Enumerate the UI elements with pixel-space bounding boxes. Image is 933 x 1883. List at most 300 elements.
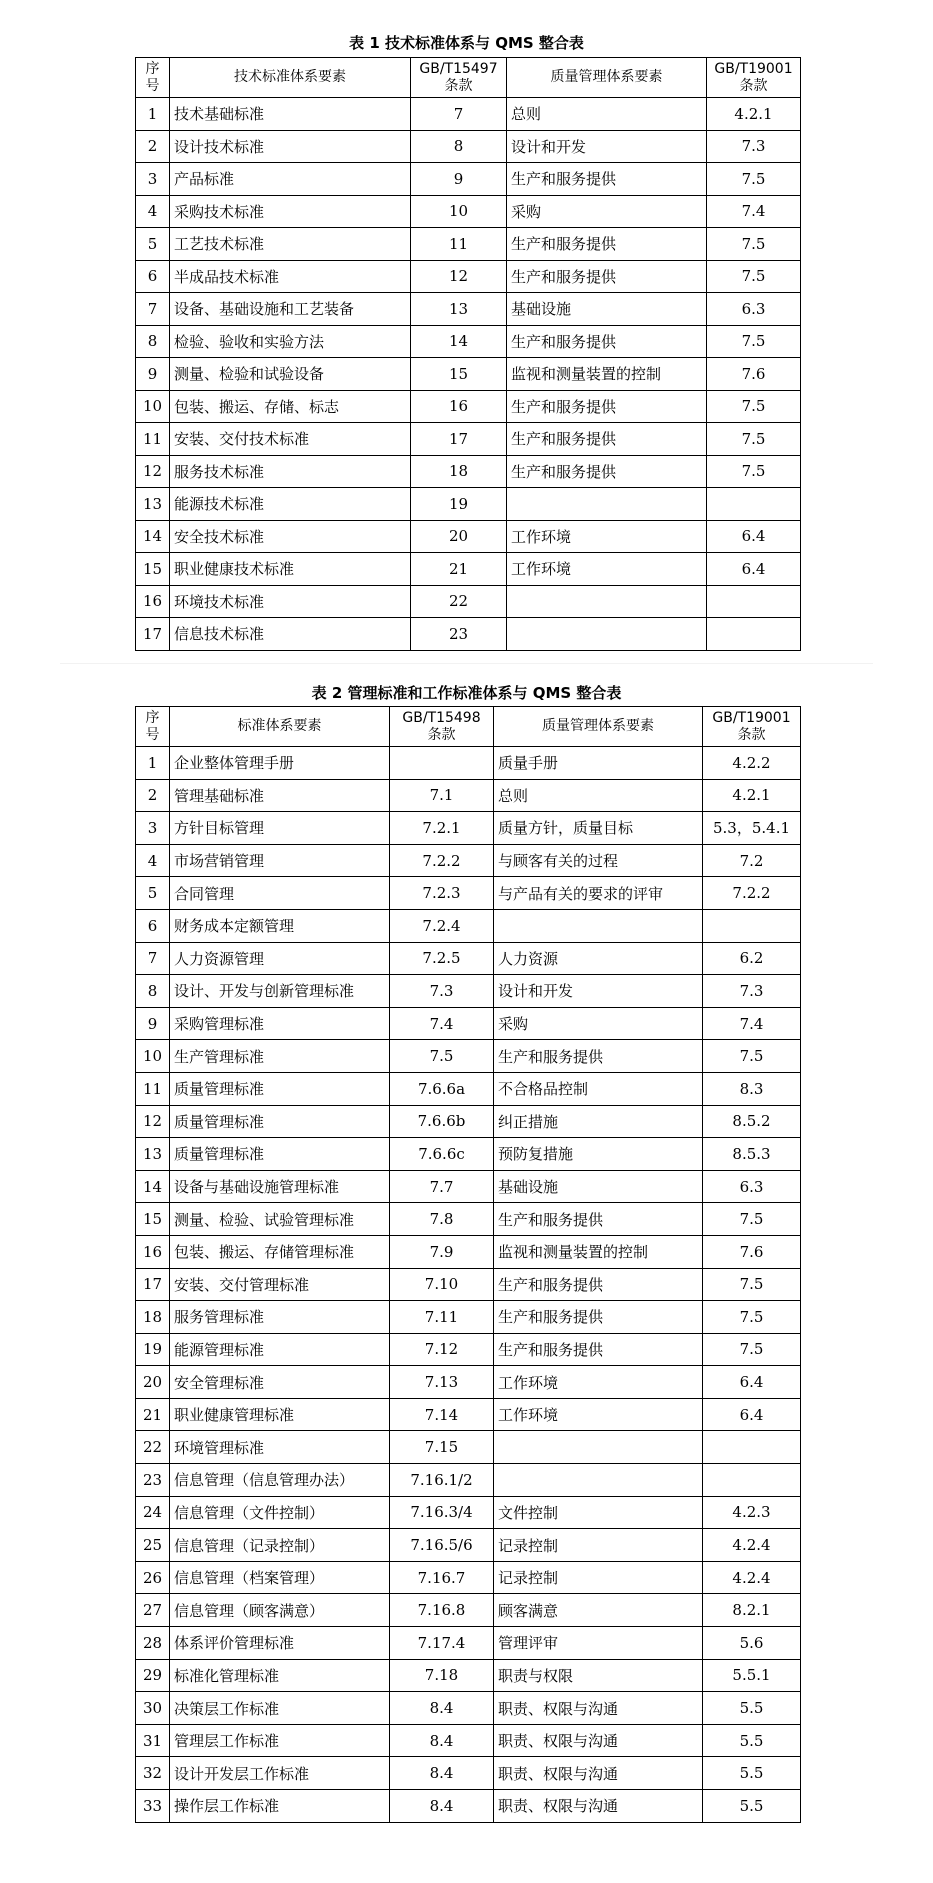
- cell-no: 17: [136, 1268, 170, 1301]
- cell-no: 15: [136, 1203, 170, 1236]
- cell-qms-element: 职责、权限与沟通: [494, 1692, 703, 1725]
- cell-no: 15: [136, 553, 170, 586]
- cell-qms-element: [507, 488, 707, 521]
- table-row: [136, 1105, 801, 1138]
- cell-std-clause: 7.2.2: [390, 844, 494, 877]
- cell-std-clause: 7.2.3: [390, 877, 494, 910]
- table-row: [136, 844, 801, 877]
- cell-qms-clause: 7.5: [707, 423, 801, 456]
- table-row: [136, 195, 801, 228]
- cell-std-clause: 21: [411, 553, 507, 586]
- cell-qms-element: 监视和测量装置的控制: [494, 1235, 703, 1268]
- table-row: [136, 1007, 801, 1040]
- cell-qms-element: 记录控制: [494, 1529, 703, 1562]
- cell-qms-element: 职责、权限与沟通: [494, 1724, 703, 1757]
- cell-no: 12: [136, 455, 170, 488]
- table1: [135, 57, 801, 651]
- cell-std-clause: 9: [411, 163, 507, 196]
- cell-no: 12: [136, 1105, 170, 1138]
- cell-element: 安装、交付管理标准: [170, 1268, 390, 1301]
- cell-std-clause: 13: [411, 293, 507, 326]
- table-row: [136, 1072, 801, 1105]
- cell-element: 质量管理标准: [170, 1138, 390, 1171]
- cell-std-clause: 14: [411, 325, 507, 358]
- cell-std-clause: 7.8: [390, 1203, 494, 1236]
- cell-std-clause: 7.10: [390, 1268, 494, 1301]
- cell-qms-clause: [707, 618, 801, 651]
- cell-qms-clause: 4.2.1: [703, 779, 801, 812]
- cell-element: 市场营销管理: [170, 844, 390, 877]
- cell-std-clause: 8.4: [390, 1757, 494, 1790]
- cell-qms-element: 质量方针，质量目标: [494, 812, 703, 845]
- cell-std-clause: 7.6.6c: [390, 1138, 494, 1171]
- cell-qms-clause: 5.5: [703, 1692, 801, 1725]
- cell-no: 11: [136, 423, 170, 456]
- cell-qms-clause: 8.3: [703, 1072, 801, 1105]
- cell-qms-element: [494, 909, 703, 942]
- cell-qms-element: 基础设施: [494, 1170, 703, 1203]
- cell-no: 31: [136, 1724, 170, 1757]
- cell-element: 操作层工作标准: [170, 1790, 390, 1823]
- cell-qms-clause: 7.5: [707, 163, 801, 196]
- table-row: [136, 1235, 801, 1268]
- cell-qms-element: 生产和服务提供: [507, 260, 707, 293]
- cell-element: 安全技术标准: [170, 520, 411, 553]
- cell-no: 4: [136, 844, 170, 877]
- cell-std-clause: 17: [411, 423, 507, 456]
- cell-element: 信息管理（信息管理办法）: [170, 1464, 390, 1497]
- cell-element: 服务管理标准: [170, 1301, 390, 1334]
- table2: [135, 706, 801, 1823]
- cell-qms-element: 监视和测量装置的控制: [507, 358, 707, 391]
- cell-std-clause: 22: [411, 585, 507, 618]
- cell-std-clause: 15: [411, 358, 507, 391]
- cell-qms-element: [507, 618, 707, 651]
- cell-element: 设备、基础设施和工艺装备: [170, 293, 411, 326]
- cell-qms-element: 生产和服务提供: [507, 163, 707, 196]
- cell-element: 合同管理: [170, 877, 390, 910]
- cell-no: 22: [136, 1431, 170, 1464]
- cell-qms-clause: 7.5: [707, 455, 801, 488]
- cell-qms-element: 生产和服务提供: [494, 1268, 703, 1301]
- cell-qms-clause: [707, 488, 801, 521]
- table-row: [136, 325, 801, 358]
- table-row: [136, 1529, 801, 1562]
- table-row: [136, 553, 801, 586]
- table-row: [136, 293, 801, 326]
- cell-element: 采购管理标准: [170, 1007, 390, 1040]
- cell-qms-element: 采购: [507, 195, 707, 228]
- table-row: [136, 812, 801, 845]
- cell-std-clause: 8: [411, 130, 507, 163]
- cell-qms-element: 总则: [507, 98, 707, 131]
- table-row: [136, 1659, 801, 1692]
- cell-no: 17: [136, 618, 170, 651]
- cell-qms-element: 工作环境: [494, 1398, 703, 1431]
- cell-element: 设计技术标准: [170, 130, 411, 163]
- table2-header-std-clause: GB/T15498 条款: [390, 707, 494, 747]
- cell-element: 技术基础标准: [170, 98, 411, 131]
- table-row: [136, 942, 801, 975]
- cell-std-clause: 7.11: [390, 1301, 494, 1334]
- cell-qms-clause: 5.3，5.4.1: [703, 812, 801, 845]
- cell-no: 9: [136, 1007, 170, 1040]
- table2-header-element: 标准体系要素: [170, 707, 390, 747]
- cell-no: 14: [136, 1170, 170, 1203]
- cell-element: 体系评价管理标准: [170, 1627, 390, 1660]
- cell-std-clause: 23: [411, 618, 507, 651]
- cell-std-clause: 7.7: [390, 1170, 494, 1203]
- cell-std-clause: 7.5: [390, 1040, 494, 1073]
- cell-no: 5: [136, 877, 170, 910]
- table-row: [136, 1040, 801, 1073]
- cell-qms-element: 预防复措施: [494, 1138, 703, 1171]
- cell-no: 2: [136, 779, 170, 812]
- table-row: [136, 1692, 801, 1725]
- table-row: [136, 618, 801, 651]
- table1-header-no: 序 号: [136, 58, 170, 98]
- cell-qms-clause: 7.5: [703, 1268, 801, 1301]
- cell-no: 27: [136, 1594, 170, 1627]
- cell-std-clause: 16: [411, 390, 507, 423]
- cell-qms-element: 与顾客有关的过程: [494, 844, 703, 877]
- cell-qms-element: [507, 585, 707, 618]
- cell-qms-element: [494, 1431, 703, 1464]
- cell-qms-element: 总则: [494, 779, 703, 812]
- cell-std-clause: 7.4: [390, 1007, 494, 1040]
- cell-no: 3: [136, 163, 170, 196]
- cell-qms-element: 生产和服务提供: [507, 390, 707, 423]
- table-row: [136, 1790, 801, 1823]
- cell-qms-element: 生产和服务提供: [507, 228, 707, 261]
- cell-std-clause: 11: [411, 228, 507, 261]
- cell-std-clause: 7.15: [390, 1431, 494, 1464]
- cell-qms-clause: 7.5: [707, 390, 801, 423]
- cell-qms-element: 质量手册: [494, 747, 703, 780]
- cell-element: 信息管理（档案管理）: [170, 1561, 390, 1594]
- cell-qms-clause: 7.5: [703, 1333, 801, 1366]
- cell-qms-clause: 4.2.4: [703, 1561, 801, 1594]
- table-row: [136, 877, 801, 910]
- cell-std-clause: 7.1: [390, 779, 494, 812]
- cell-no: 10: [136, 1040, 170, 1073]
- cell-qms-clause: [703, 1431, 801, 1464]
- cell-qms-clause: 7.5: [703, 1040, 801, 1073]
- cell-qms-clause: 6.2: [703, 942, 801, 975]
- cell-element: 半成品技术标准: [170, 260, 411, 293]
- table-row: [136, 1333, 801, 1366]
- cell-qms-element: 工作环境: [507, 520, 707, 553]
- cell-std-clause: [390, 747, 494, 780]
- cell-element: 检验、验收和实验方法: [170, 325, 411, 358]
- cell-no: 4: [136, 195, 170, 228]
- cell-no: 23: [136, 1464, 170, 1497]
- cell-element: 测量、检验和试验设备: [170, 358, 411, 391]
- cell-element: 职业健康管理标准: [170, 1398, 390, 1431]
- cell-std-clause: 7.18: [390, 1659, 494, 1692]
- cell-qms-element: 管理评审: [494, 1627, 703, 1660]
- cell-element: 标准化管理标准: [170, 1659, 390, 1692]
- cell-qms-clause: 6.3: [703, 1170, 801, 1203]
- table-row: [136, 1268, 801, 1301]
- cell-std-clause: 7.16.5/6: [390, 1529, 494, 1562]
- cell-std-clause: 7.3: [390, 975, 494, 1008]
- cell-no: 8: [136, 325, 170, 358]
- cell-std-clause: 7.6.6a: [390, 1072, 494, 1105]
- table-row: [136, 1627, 801, 1660]
- table-row: [136, 520, 801, 553]
- cell-qms-element: 与产品有关的要求的评审: [494, 877, 703, 910]
- cell-qms-element: 设计和开发: [507, 130, 707, 163]
- cell-qms-element: 工作环境: [494, 1366, 703, 1399]
- cell-std-clause: 7.16.8: [390, 1594, 494, 1627]
- cell-qms-clause: 7.2: [703, 844, 801, 877]
- cell-qms-clause: 5.5.1: [703, 1659, 801, 1692]
- cell-no: 20: [136, 1366, 170, 1399]
- cell-no: 13: [136, 488, 170, 521]
- cell-no: 16: [136, 1235, 170, 1268]
- cell-std-clause: 7.17.4: [390, 1627, 494, 1660]
- cell-no: 18: [136, 1301, 170, 1334]
- table-row: [136, 1138, 801, 1171]
- cell-qms-clause: [703, 1464, 801, 1497]
- cell-element: 环境管理标准: [170, 1431, 390, 1464]
- cell-qms-clause: 8.5.2: [703, 1105, 801, 1138]
- cell-qms-clause: 6.3: [707, 293, 801, 326]
- cell-std-clause: 7.2.1: [390, 812, 494, 845]
- cell-qms-clause: [703, 909, 801, 942]
- cell-qms-clause: [707, 585, 801, 618]
- table-row: [136, 747, 801, 780]
- cell-element: 信息管理（顾客满意）: [170, 1594, 390, 1627]
- cell-qms-clause: 5.5: [703, 1724, 801, 1757]
- cell-element: 方针目标管理: [170, 812, 390, 845]
- cell-std-clause: 10: [411, 195, 507, 228]
- cell-qms-element: 生产和服务提供: [494, 1333, 703, 1366]
- cell-qms-clause: 7.5: [703, 1203, 801, 1236]
- cell-element: 信息管理（记录控制）: [170, 1529, 390, 1562]
- cell-element: 财务成本定额管理: [170, 909, 390, 942]
- cell-qms-element: [494, 1464, 703, 1497]
- cell-no: 5: [136, 228, 170, 261]
- cell-element: 管理层工作标准: [170, 1724, 390, 1757]
- cell-element: 设计、开发与创新管理标准: [170, 975, 390, 1008]
- cell-qms-element: 生产和服务提供: [494, 1040, 703, 1073]
- cell-no: 26: [136, 1561, 170, 1594]
- cell-std-clause: 19: [411, 488, 507, 521]
- cell-qms-clause: 5.5: [703, 1790, 801, 1823]
- cell-element: 包装、搬运、存储管理标准: [170, 1235, 390, 1268]
- cell-no: 29: [136, 1659, 170, 1692]
- cell-qms-clause: 8.2.1: [703, 1594, 801, 1627]
- cell-element: 能源管理标准: [170, 1333, 390, 1366]
- cell-qms-clause: 5.5: [703, 1757, 801, 1790]
- cell-std-clause: 20: [411, 520, 507, 553]
- cell-no: 32: [136, 1757, 170, 1790]
- cell-std-clause: 7.14: [390, 1398, 494, 1431]
- table-row: [136, 1464, 801, 1497]
- cell-qms-element: 生产和服务提供: [494, 1301, 703, 1334]
- cell-qms-clause: 7.3: [703, 975, 801, 1008]
- cell-element: 采购技术标准: [170, 195, 411, 228]
- cell-no: 30: [136, 1692, 170, 1725]
- cell-no: 6: [136, 909, 170, 942]
- table-row: [136, 488, 801, 521]
- cell-qms-clause: 7.6: [703, 1235, 801, 1268]
- cell-std-clause: 7.2.4: [390, 909, 494, 942]
- table-row: [136, 98, 801, 131]
- table-row: [136, 260, 801, 293]
- cell-element: 设计开发层工作标准: [170, 1757, 390, 1790]
- cell-no: 9: [136, 358, 170, 391]
- cell-no: 28: [136, 1627, 170, 1660]
- table-row: [136, 1561, 801, 1594]
- cell-no: 33: [136, 1790, 170, 1823]
- cell-std-clause: 7.16.7: [390, 1561, 494, 1594]
- cell-qms-clause: 4.2.4: [703, 1529, 801, 1562]
- cell-qms-clause: 7.3: [707, 130, 801, 163]
- cell-no: 1: [136, 98, 170, 131]
- cell-qms-element: 设计和开发: [494, 975, 703, 1008]
- cell-element: 信息技术标准: [170, 618, 411, 651]
- cell-qms-clause: 5.6: [703, 1627, 801, 1660]
- cell-qms-clause: 6.4: [707, 520, 801, 553]
- cell-qms-element: 生产和服务提供: [507, 325, 707, 358]
- cell-element: 包装、搬运、存储、标志: [170, 390, 411, 423]
- cell-std-clause: 8.4: [390, 1692, 494, 1725]
- cell-std-clause: 7: [411, 98, 507, 131]
- cell-element: 产品标准: [170, 163, 411, 196]
- cell-qms-element: 生产和服务提供: [507, 423, 707, 456]
- cell-no: 10: [136, 390, 170, 423]
- cell-element: 质量管理标准: [170, 1072, 390, 1105]
- cell-element: 职业健康技术标准: [170, 553, 411, 586]
- cell-std-clause: 8.4: [390, 1724, 494, 1757]
- table-row: [136, 1398, 801, 1431]
- table-row: [136, 423, 801, 456]
- table2-header-qms-clause: GB/T19001 条款: [703, 707, 801, 747]
- cell-no: 3: [136, 812, 170, 845]
- table-row: [136, 585, 801, 618]
- cell-qms-clause: 7.5: [707, 228, 801, 261]
- table-row: [136, 1594, 801, 1627]
- cell-qms-element: 工作环境: [507, 553, 707, 586]
- table-row: [136, 358, 801, 391]
- cell-element: 人力资源管理: [170, 942, 390, 975]
- table-row: [136, 1170, 801, 1203]
- cell-qms-element: 生产和服务提供: [494, 1203, 703, 1236]
- table-row: [136, 455, 801, 488]
- cell-qms-element: 职责与权限: [494, 1659, 703, 1692]
- cell-qms-clause: 8.5.3: [703, 1138, 801, 1171]
- table-row: [136, 1203, 801, 1236]
- table1-header-qms-element: 质量管理体系要素: [507, 58, 707, 98]
- table-row: [136, 1431, 801, 1464]
- table-row: [136, 1496, 801, 1529]
- cell-element: 质量管理标准: [170, 1105, 390, 1138]
- cell-qms-element: 纠正措施: [494, 1105, 703, 1138]
- cell-qms-element: 顾客满意: [494, 1594, 703, 1627]
- cell-qms-clause: 4.2.3: [703, 1496, 801, 1529]
- cell-qms-element: 职责、权限与沟通: [494, 1757, 703, 1790]
- table-row: [136, 228, 801, 261]
- cell-no: 14: [136, 520, 170, 553]
- cell-qms-clause: 7.5: [707, 325, 801, 358]
- cell-element: 安全管理标准: [170, 1366, 390, 1399]
- table2-header-no: 序 号: [136, 707, 170, 747]
- cell-std-clause: 18: [411, 455, 507, 488]
- cell-element: 工艺技术标准: [170, 228, 411, 261]
- cell-no: 11: [136, 1072, 170, 1105]
- section-divider: [60, 663, 873, 664]
- cell-qms-element: 基础设施: [507, 293, 707, 326]
- table-row: [136, 1366, 801, 1399]
- table-row: [136, 909, 801, 942]
- cell-qms-clause: 7.5: [707, 260, 801, 293]
- cell-qms-clause: 7.2.2: [703, 877, 801, 910]
- cell-element: 安装、交付技术标准: [170, 423, 411, 456]
- table1-header-std-clause: GB/T15497 条款: [411, 58, 507, 98]
- cell-element: 信息管理（文件控制）: [170, 1496, 390, 1529]
- cell-no: 7: [136, 942, 170, 975]
- table1-caption: 表 1 技术标准体系与 QMS 整合表: [349, 34, 584, 52]
- cell-qms-element: 不合格品控制: [494, 1072, 703, 1105]
- cell-element: 决策层工作标准: [170, 1692, 390, 1725]
- table2-body: [136, 747, 801, 1823]
- cell-no: 25: [136, 1529, 170, 1562]
- table-row: [136, 975, 801, 1008]
- cell-qms-clause: 7.4: [703, 1007, 801, 1040]
- cell-no: 13: [136, 1138, 170, 1171]
- cell-std-clause: 8.4: [390, 1790, 494, 1823]
- table1-body: [136, 98, 801, 651]
- cell-no: 16: [136, 585, 170, 618]
- cell-qms-clause: 4.2.1: [707, 98, 801, 131]
- cell-qms-element: 职责、权限与沟通: [494, 1790, 703, 1823]
- table1-header-element: 技术标准体系要素: [170, 58, 411, 98]
- table2-caption: 表 2 管理标准和工作标准体系与 QMS 整合表: [311, 684, 622, 702]
- table2-header-qms-element: 质量管理体系要素: [494, 707, 703, 747]
- cell-std-clause: 12: [411, 260, 507, 293]
- cell-no: 2: [136, 130, 170, 163]
- cell-no: 6: [136, 260, 170, 293]
- table-row: [136, 130, 801, 163]
- cell-std-clause: 7.9: [390, 1235, 494, 1268]
- cell-qms-element: 文件控制: [494, 1496, 703, 1529]
- cell-element: 管理基础标准: [170, 779, 390, 812]
- cell-element: 测量、检验、试验管理标准: [170, 1203, 390, 1236]
- table-row: [136, 1301, 801, 1334]
- cell-qms-clause: 7.5: [703, 1301, 801, 1334]
- cell-element: 能源技术标准: [170, 488, 411, 521]
- table-row: [136, 1724, 801, 1757]
- cell-qms-element: 生产和服务提供: [507, 455, 707, 488]
- table-row: [136, 1757, 801, 1790]
- cell-element: 企业整体管理手册: [170, 747, 390, 780]
- cell-qms-clause: 7.6: [707, 358, 801, 391]
- table1-header-qms-clause: GB/T19001 条款: [707, 58, 801, 98]
- cell-no: 19: [136, 1333, 170, 1366]
- table-row: [136, 163, 801, 196]
- cell-element: 生产管理标准: [170, 1040, 390, 1073]
- cell-qms-element: 人力资源: [494, 942, 703, 975]
- cell-no: 21: [136, 1398, 170, 1431]
- table-row: [136, 390, 801, 423]
- cell-std-clause: 7.16.3/4: [390, 1496, 494, 1529]
- cell-no: 7: [136, 293, 170, 326]
- cell-std-clause: 7.2.5: [390, 942, 494, 975]
- cell-no: 1: [136, 747, 170, 780]
